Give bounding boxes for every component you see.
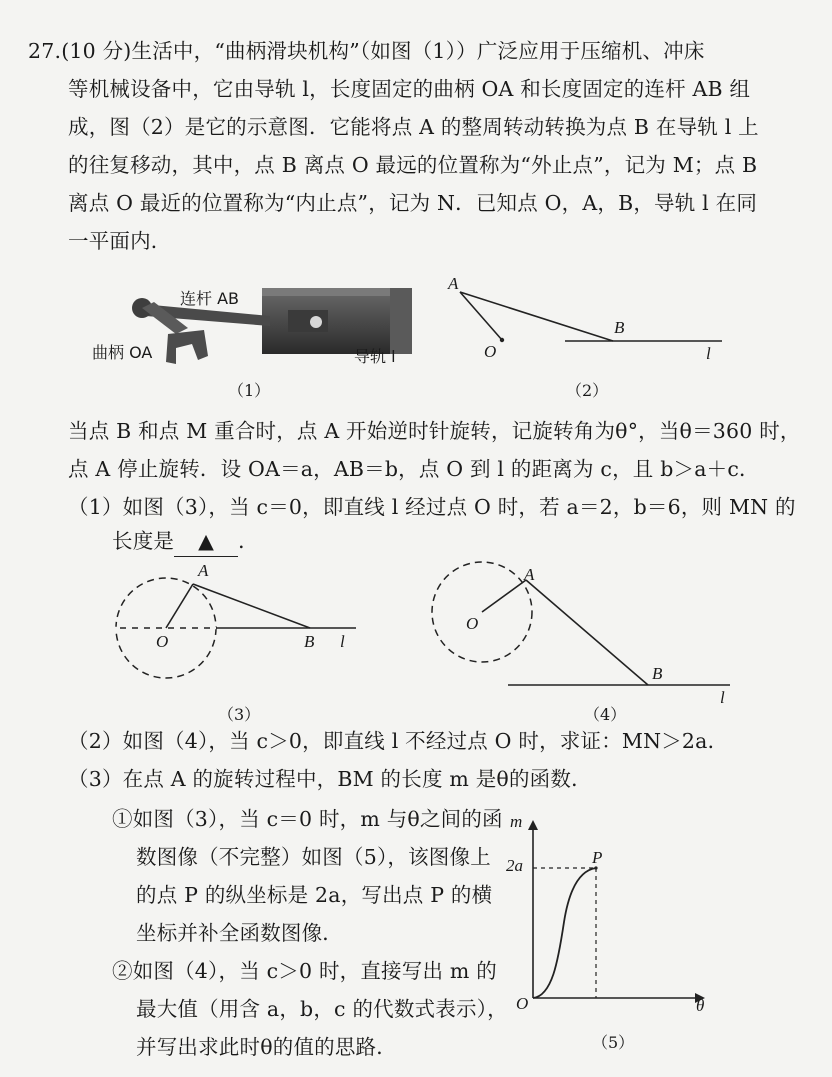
fig2-label-O: O	[484, 342, 497, 361]
fig4-label-O: O	[466, 614, 479, 633]
figure-5-graph	[500, 812, 720, 1022]
q2-line: （2）如图（4），当 c＞0，即直线 l 不经过点 O 时，求证：MN＞2a．	[68, 729, 729, 753]
segment-AB	[526, 580, 648, 685]
problem-number: 27.	[28, 39, 62, 63]
caption-fig1: （1）	[228, 381, 271, 400]
q3-1-line-2: 数图像（不完整）如图（5），该图像上	[136, 845, 491, 869]
y-axis-arrow	[528, 820, 538, 830]
fig3-label-B: B	[304, 632, 315, 651]
point-O	[500, 338, 504, 342]
q3-line: （3）在点 A 的旋转过程中，BM 的长度 m 是θ的函数．	[68, 767, 592, 791]
caption-fig5: （5）	[592, 1033, 635, 1052]
fig4-label-A: A	[524, 565, 535, 584]
problem-header	[28, 36, 705, 66]
setup-line-1: 当点 B 和点 M 重合时，点 A 开始逆时针旋转，记旋转角为θ°，当θ＝360 时，	[68, 419, 801, 443]
fig3-label-O: O	[156, 632, 169, 651]
figure-3-diagram	[100, 560, 380, 700]
crank-base	[166, 330, 208, 364]
segment-AB	[460, 292, 613, 341]
slider-block	[288, 310, 328, 332]
q3-2-line-2: 最大值（用含 a，b，c 的代数式表示），	[136, 997, 508, 1021]
q1-answer-blank[interactable]	[174, 526, 238, 557]
caption-fig4: （4）	[584, 705, 627, 724]
slider-pin	[310, 316, 322, 328]
fig5-x-axis-label: θ	[696, 996, 705, 1015]
setup-line-2: 点 A 停止旋转．设 OA＝a，AB＝b，点 O 到 l 的距离为 c，且 b＞a＋c．	[68, 457, 760, 481]
fig2-label-l: l	[706, 344, 711, 363]
fig3-label-A: A	[198, 561, 209, 580]
caption-fig3: （3）	[218, 705, 261, 724]
intro-line-6: 一平面内．	[68, 229, 172, 253]
q1-line-1: （1）如图（3），当 c＝0，即直线 l 经过点 O 时，若 a＝2，b＝6，则 MN 的	[68, 495, 796, 519]
intro-line-3: 成，图（2）是它的示意图．它能将点 A 的整周转动转换为点 B 在导轨 l 上	[68, 115, 759, 139]
fig2-label-B: B	[614, 318, 625, 337]
function-curve	[533, 868, 596, 998]
q3-1-line-1: ①如图（3），当 c＝0 时，m 与θ之间的函	[112, 807, 503, 831]
segment-OA	[166, 584, 193, 628]
fig2-label-A: A	[448, 274, 459, 293]
intro-line-5: 离点 O 最近的位置称为“内止点”，记为 N．已知点 O，A，B，导轨 l 在同	[68, 191, 758, 215]
problem-score: (10 分)	[61, 39, 132, 63]
caption-fig2: （2）	[566, 381, 609, 400]
fig5-y-tick-2a: 2a	[506, 856, 523, 875]
q1-prefix: 长度是	[112, 529, 175, 553]
fig3-label-l: l	[340, 632, 345, 651]
fig4-label-l: l	[720, 688, 725, 707]
fig5-origin-label: O	[516, 994, 529, 1013]
label-crank: 曲柄 OA	[92, 343, 153, 362]
label-rod: 连杆 AB	[180, 289, 240, 308]
q3-1-line-4: 坐标并补全函数图像．	[136, 921, 343, 945]
intro-line-1: 生活中，“曲柄滑块机构”（如图（1））广泛应用于压缩机、冲床	[131, 39, 705, 63]
fig5-point-label-P: P	[592, 848, 603, 867]
q3-1-line-3: 的点 P 的纵坐标是 2a，写出点 P 的横	[136, 883, 493, 907]
segment-OA	[482, 580, 526, 612]
fig4-label-B: B	[652, 664, 663, 683]
intro-line-4: 的往复移动，其中，点 B 离点 O 最远的位置称为“外止点”，记为 M；点 B	[68, 153, 758, 177]
intro-line-2: 等机械设备中，它由导轨 l，长度固定的曲柄 OA 和长度固定的连杆 AB 组	[68, 77, 751, 101]
blank-marker: ▲	[198, 529, 215, 553]
q3-2-line-3: 并写出求此时θ的值的思路．	[136, 1035, 397, 1059]
q3-2-line-1: ②如图（4），当 c＞0 时，直接写出 m 的	[112, 959, 497, 983]
q1-line-2: 长度是 ▲ ．	[112, 526, 259, 557]
label-rail: 导轨 l	[354, 347, 396, 366]
fig5-y-axis-label: m	[510, 812, 523, 831]
